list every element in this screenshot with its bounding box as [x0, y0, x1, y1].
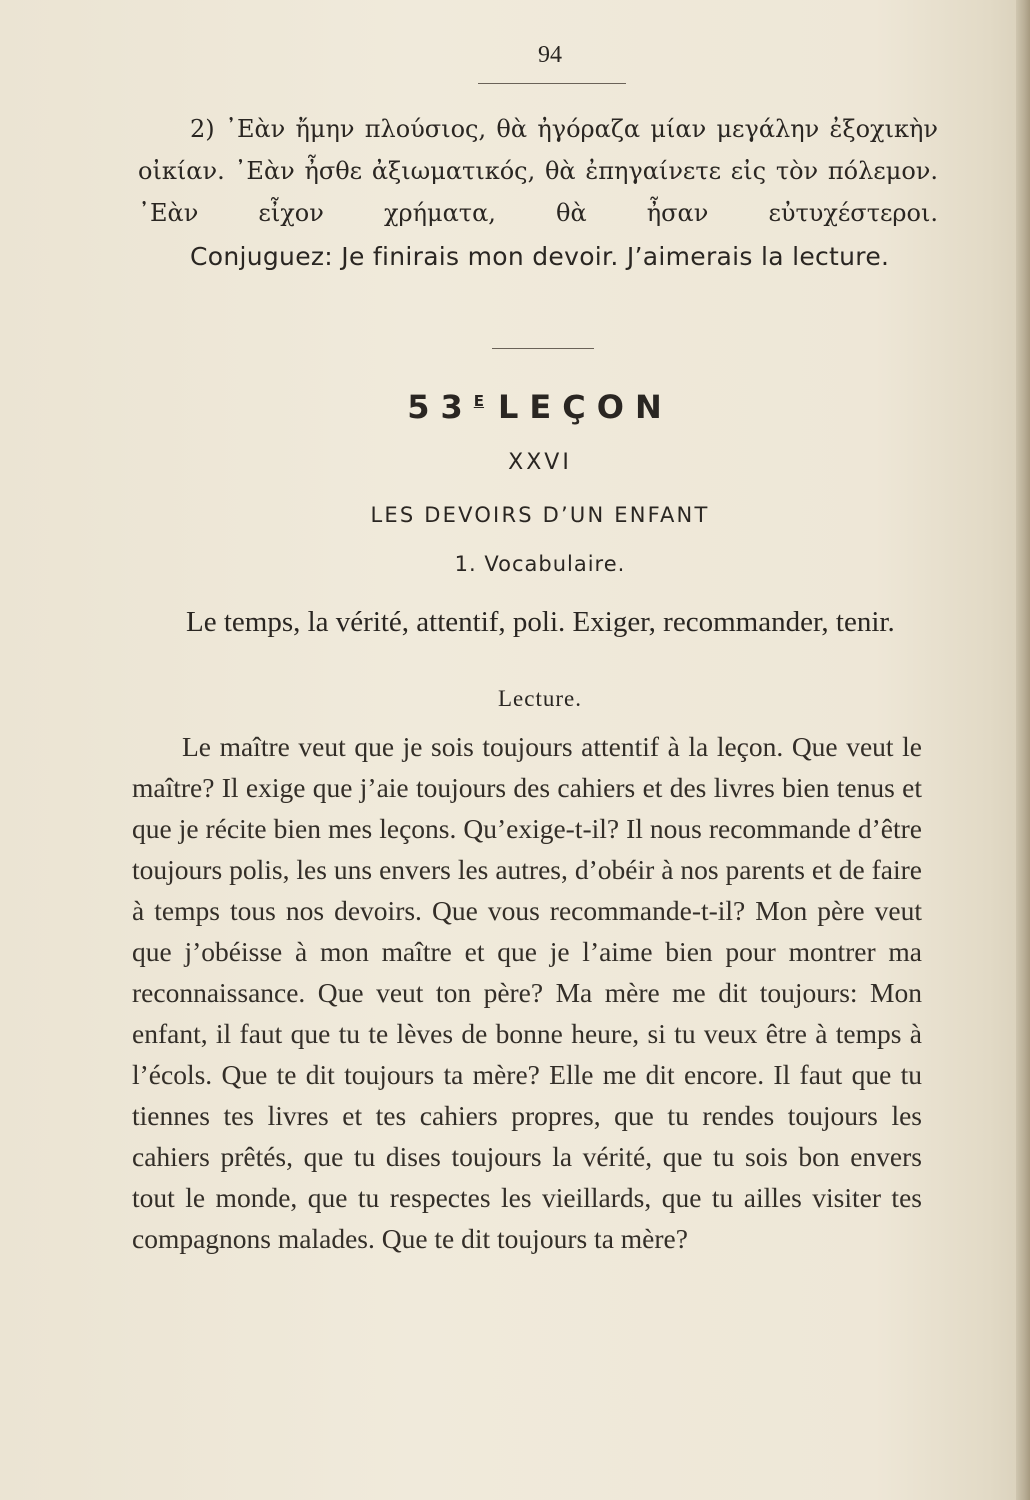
vocabulary-paragraph	[138, 603, 938, 642]
lesson-roman-numeral: XXVI	[508, 450, 572, 475]
lesson-number: 53	[407, 388, 474, 426]
reading-heading: Lecture.	[498, 686, 582, 711]
page-edge	[1016, 0, 1030, 1500]
section-divider	[492, 348, 594, 349]
vocabulary-heading: 1. Vocabulaire.	[454, 552, 626, 576]
reading-paragraph	[132, 726, 922, 1259]
conjugation-exercise	[140, 238, 938, 275]
lesson-word: LEÇON	[498, 388, 673, 426]
vocabulary-text: Le temps, la vérité, attentif, poli. Exiger, recommander, tenir.	[186, 606, 895, 638]
conjugation-text: Conjuguez: Je finirais mon devoir. J’aimerais la lecture.	[190, 242, 890, 271]
lesson-title	[360, 388, 720, 426]
greek-exercise-text: ᾿Εὰν ἤμην πλούσιος, θὰ ἠγόραζα μίαν μεγάλην ἐξοχικὴν οἰκίαν. ᾿Εὰν ἦσθε ἀξιωματικός, θὰ ἐπηγαίνετε εἰς τὸν πόλεμον. ᾿Εὰν εἶχον χρήματα, θὰ ἦσαν εὐτυχέστεροι.	[138, 115, 938, 227]
exercise-number: 2)	[190, 115, 215, 143]
page-number: 94	[538, 42, 562, 68]
reading-text: Le maître veut que je sois toujours attentif à la leçon. Que veut le maître? Il exige que j’aie toujours des cahiers et des livres bien tenus et que je récite bien mes leçons. Qu’exige-t-il? Il nous recommande d’être toujours polis, les uns envers les autres, d’obéir à nos parents et de faire à temps tous nos devoirs. Que vous recommande-t-il? Mon père veut que j’obéisse à mon maître et que je l’aime bien pour montrer ma reconnaissance. Que veut ton père? Ma mère me dit toujours: Mon enfant, il faut que tu te lèves de bonne heure, si tu veux être à temps à l’écols. Que te dit toujours ta mère? Elle me dit encore. Il faut que tu tiennes tes livres et tes cahiers propres, que tu rendes toujours les cahiers prêtés, que tu dises toujours la vérité, que tu sois bon envers tout le monde, que tu respectes les vieillards, que tu ailles visiter tes compagnons malades. Que te dit toujours ta mère?	[132, 731, 922, 1254]
lesson-suffix: E	[473, 392, 485, 410]
lesson-subtitle: LES DEVOIRS D’UN ENFANT	[370, 503, 710, 527]
greek-exercise	[138, 108, 938, 234]
header-rule	[478, 83, 626, 84]
